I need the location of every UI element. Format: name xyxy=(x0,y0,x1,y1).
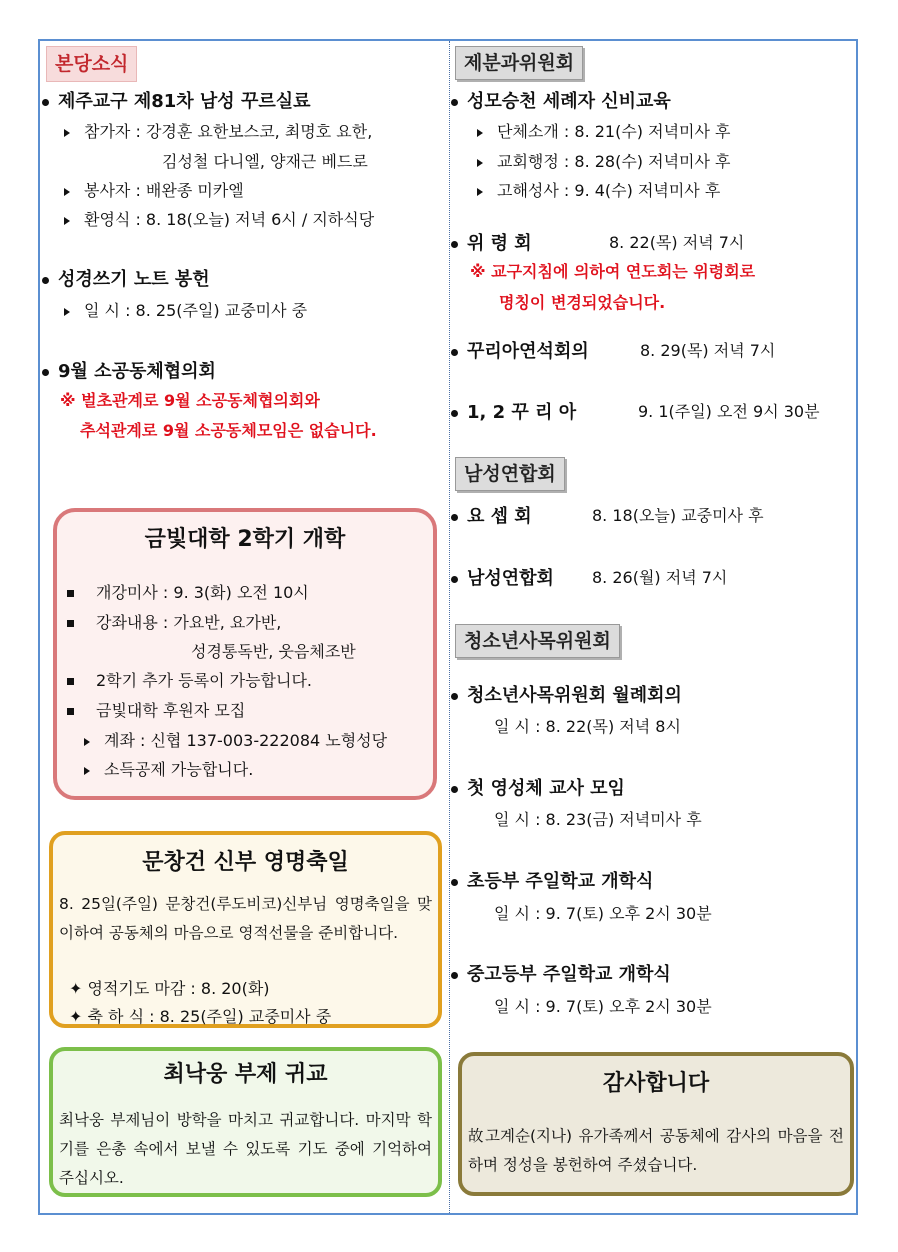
item-consolation-title: 위 령 회 xyxy=(451,229,532,255)
column-divider xyxy=(449,41,450,1213)
triangle-bullet-icon xyxy=(84,767,90,775)
elementary-when: 일 시 : 9. 7(토) 오후 2시 30분 xyxy=(494,904,712,923)
university-tax: 소득공제 가능합니다. xyxy=(84,757,253,780)
section-title-committee: 제분과위원회 xyxy=(455,46,583,80)
square-bullet-icon xyxy=(67,708,74,715)
feast-body: 8. 25일(주일) 문창건(루도비코)신부님 영명축일을 맞이하여 공동체의 마음으로 영적선물을 준비합니다. xyxy=(59,895,432,942)
cursillo-servers: 봉사자 : 배완종 미카엘 xyxy=(64,178,244,201)
square-bullet-icon xyxy=(67,590,74,597)
item-elementary-title: 초등부 주일학교 개학식 xyxy=(451,867,653,893)
cursillo-participants: 참가자 : 강경훈 요한보스코, 최명호 요한, xyxy=(64,119,372,142)
university-mass: 개강미사 : 9. 3(화) 오전 10시 xyxy=(67,580,309,603)
item-men-union-title: 남성연합회 xyxy=(451,564,554,590)
star-icon: ✦ xyxy=(69,979,88,998)
feast-deadline: ✦ 영적기도 마감 : 8. 20(화) xyxy=(69,979,270,998)
bullet-icon xyxy=(42,369,49,376)
return-body: 최낙웅 부제님이 방학을 마치고 귀교합니다. 마지막 학기를 은총 속에서 보낼 수 있도록 기도 중에 기억하여 주십시오. xyxy=(59,1111,432,1187)
university-title: 금빛대학 2학기 개학 xyxy=(144,527,346,552)
bullet-icon xyxy=(451,972,458,979)
thanks-box xyxy=(458,1052,854,1196)
university-courses-cont: 성경통독반, 웃음체조반 xyxy=(191,642,356,661)
bullet-icon xyxy=(451,786,458,793)
bullet-icon xyxy=(451,410,458,417)
bullet-icon xyxy=(451,514,458,521)
bullet-icon xyxy=(451,99,458,106)
thanks-body: 故고계순(지나) 유가족께서 공동체에 감사의 마음을 전하며 정성을 봉헌하여 주셨습니다. xyxy=(468,1127,844,1174)
item-joseph-title: 요 셉 회 xyxy=(451,502,532,528)
curia-when: 8. 29(목) 저녁 7시 xyxy=(640,341,776,360)
bullet-icon xyxy=(451,241,458,248)
item-education-title: 성모승천 세례자 신비교육 xyxy=(451,87,671,113)
triangle-bullet-icon xyxy=(64,129,70,137)
square-bullet-icon xyxy=(67,678,74,685)
feast-box xyxy=(49,831,442,1028)
education-confession: 고해성사 : 9. 4(수) 저녁미사 후 xyxy=(477,178,720,201)
feast-ceremony: ✦ 축 하 식 : 8. 25(주일) 교중미사 중 xyxy=(69,1007,332,1026)
bullet-icon xyxy=(42,277,49,284)
item-community-title: 9월 소공동체협의회 xyxy=(42,357,216,383)
star-icon: ✦ xyxy=(69,1007,88,1026)
bullet-icon xyxy=(451,693,458,700)
feast-title: 문창건 신부 영명축일 xyxy=(142,850,349,875)
consolation-when: 8. 22(목) 저녁 7시 xyxy=(609,233,745,252)
university-courses: 강좌내용 : 가요반, 요가반, xyxy=(67,610,281,633)
triangle-bullet-icon xyxy=(64,188,70,196)
middle-when: 일 시 : 9. 7(토) 오후 2시 30분 xyxy=(494,997,712,1016)
item-bible-title: 성경쓰기 노트 봉헌 xyxy=(42,265,210,291)
cursillo-welcome: 환영식 : 8. 18(오늘) 저녁 6시 / 지하식당 xyxy=(64,207,374,230)
triangle-bullet-icon xyxy=(477,129,483,137)
section-title-men: 남성연합회 xyxy=(455,457,565,491)
curia12-when: 9. 1(주일) 오전 9시 30분 xyxy=(638,402,820,421)
bullet-icon xyxy=(451,879,458,886)
joseph-when: 8. 18(오늘) 교중미사 후 xyxy=(592,506,764,525)
section-title-youth: 청소년사목위원회 xyxy=(455,624,620,658)
triangle-bullet-icon xyxy=(477,159,483,167)
item-communion-title: 첫 영성체 교사 모임 xyxy=(451,774,625,800)
triangle-bullet-icon xyxy=(84,738,90,746)
education-intro: 단체소개 : 8. 21(수) 저녁미사 후 xyxy=(477,119,731,142)
consolation-note-2: 명칭이 변경되었습니다. xyxy=(499,293,666,312)
community-note-1: ※ 벌초관계로 9월 소공동체협의회와 xyxy=(60,391,320,410)
cursillo-participants-cont: 김성철 다니엘, 양재근 베드로 xyxy=(162,152,368,171)
triangle-bullet-icon xyxy=(64,308,70,316)
community-note-2: 추석관계로 9월 소공동체모임은 없습니다. xyxy=(80,421,377,440)
bible-when: 일 시 : 8. 25(주일) 교중미사 중 xyxy=(64,298,307,321)
university-register: 2학기 추가 등록이 가능합니다. xyxy=(67,668,312,691)
youth-meeting-when: 일 시 : 8. 22(목) 저녁 8시 xyxy=(494,717,681,736)
item-curia-title: 꾸리아연석회의 xyxy=(451,337,589,363)
education-admin: 교회행정 : 8. 28(수) 저녁미사 후 xyxy=(477,149,731,172)
triangle-bullet-icon xyxy=(477,188,483,196)
section-title-parish-news: 본당소식 xyxy=(46,46,137,82)
thanks-title: 감사합니다 xyxy=(602,1071,710,1096)
consolation-note-1: ※ 교구지침에 의하여 연도회는 위령회로 xyxy=(470,262,756,281)
item-middle-title: 중고등부 주일학교 개학식 xyxy=(451,960,671,986)
communion-when: 일 시 : 8. 23(금) 저녁미사 후 xyxy=(494,810,702,829)
item-cursillo-title: 제주교구 제81차 남성 꾸르실료 xyxy=(42,87,311,113)
university-box xyxy=(53,508,437,800)
university-sponsors: 금빛대학 후원자 모집 xyxy=(67,698,245,721)
bullet-icon xyxy=(451,349,458,356)
item-curia12-title: 1, 2 꾸 리 아 xyxy=(451,398,576,424)
item-youth-meeting-title: 청소년사목위원회 월례회의 xyxy=(451,681,682,707)
bullet-icon xyxy=(42,99,49,106)
university-account: 계좌 : 신협 137-003-222084 노형성당 xyxy=(84,728,387,751)
bullet-icon xyxy=(451,576,458,583)
square-bullet-icon xyxy=(67,620,74,627)
men-union-when: 8. 26(월) 저녁 7시 xyxy=(592,568,728,587)
return-title: 최낙웅 부제 귀교 xyxy=(163,1062,328,1087)
triangle-bullet-icon xyxy=(64,217,70,225)
return-box xyxy=(49,1047,442,1197)
